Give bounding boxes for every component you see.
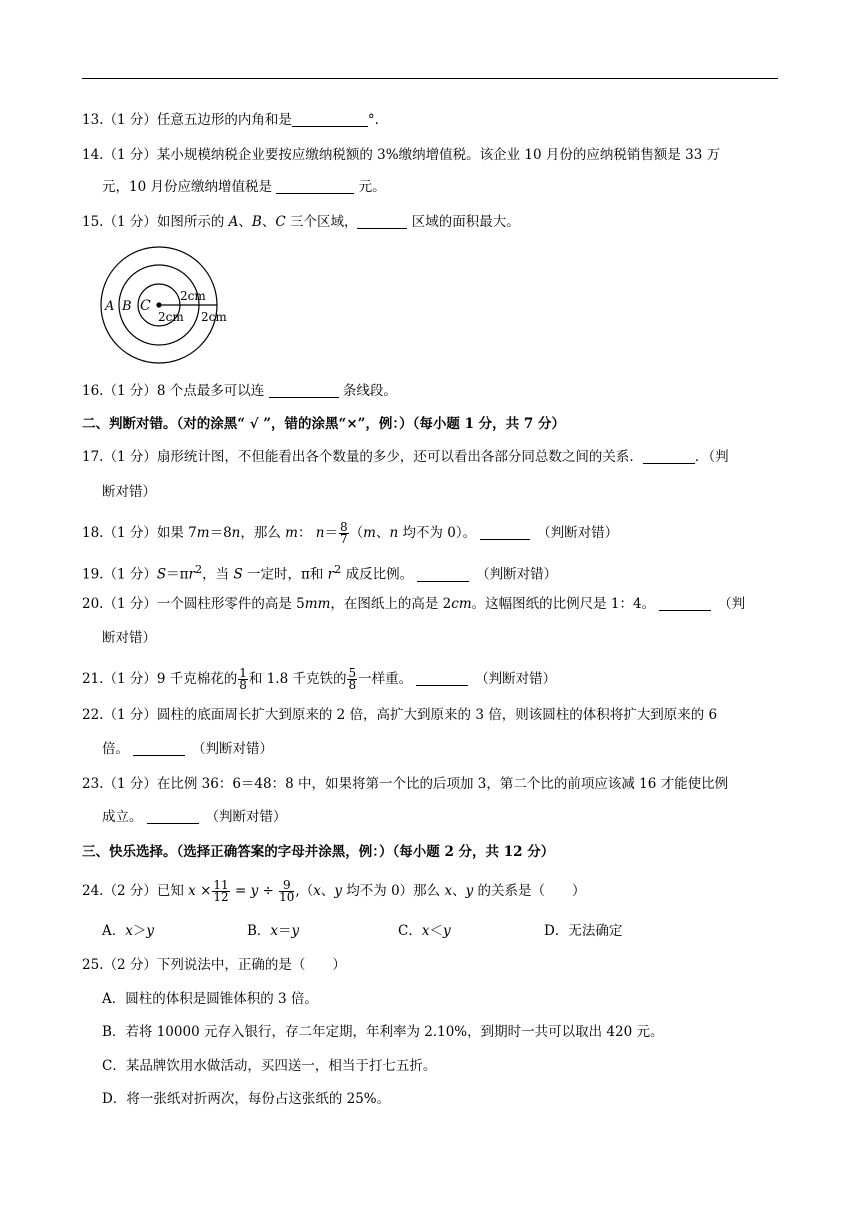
judge-note: 断对错）: [102, 630, 156, 646]
center-point: [156, 302, 161, 307]
question-14-cont: [102, 177, 386, 197]
times-sign: ×: [200, 883, 212, 899]
question-20-cont: [102, 628, 156, 648]
question-text: ，当: [202, 566, 230, 583]
var-y: y: [465, 883, 474, 899]
section-3-title: 三、快乐选择。（选择正确答案的字母并涂黑，例：）（每小题 2 分，共 12 分）: [82, 844, 555, 860]
separator: 、: [320, 883, 335, 899]
var-y: y: [334, 883, 342, 899]
question-number: 22.: [82, 707, 104, 723]
answer-blank[interactable]: [659, 596, 711, 611]
option-label: A．: [102, 923, 126, 939]
answer-blank[interactable]: [643, 449, 695, 464]
var-a: A: [228, 214, 239, 230]
option-label: D．: [544, 923, 569, 939]
question-text: 一个圆柱形零件的高是 5: [156, 596, 305, 612]
score: （2 分）: [103, 883, 157, 899]
question-19: [82, 560, 557, 585]
unit: 元。: [358, 179, 386, 195]
judge-note: （判断对错）: [482, 566, 558, 583]
var-y: y: [146, 923, 155, 939]
question-text: 在比例 36：6＝48：8 中，如果将第一个比的后项加 3，第二个比的前项应该减 16 才能使比例: [156, 776, 729, 792]
question-number: 14.: [82, 147, 104, 163]
question-text: 倍。: [102, 741, 129, 757]
answer-blank[interactable]: [276, 179, 354, 194]
score: （1 分）: [103, 707, 157, 723]
var-m: m: [285, 525, 298, 541]
question-number: 19.: [82, 566, 104, 583]
question-text: 和 1.8 千克铁的: [248, 671, 347, 687]
unit-mm: mm: [304, 596, 331, 612]
colon: ：: [297, 525, 312, 541]
answer-blank[interactable]: [147, 809, 199, 824]
denominator: 10: [279, 890, 295, 904]
question-text: 9 千克棉花的: [156, 671, 238, 687]
relation: ＜: [429, 923, 443, 939]
question-number: 21.: [82, 671, 104, 687]
question-text: 已知: [156, 883, 184, 899]
question-22-cont: [102, 739, 273, 759]
question-number: 20.: [82, 596, 104, 612]
unit: °.: [367, 112, 379, 128]
judge-note: （判断对错）: [543, 525, 619, 541]
option-c[interactable]: C．某品牌饮用水做活动，买四送一，相当于打七五折。: [102, 1058, 437, 1074]
var-r: r: [327, 566, 335, 583]
score: （1 分）: [103, 147, 157, 163]
label-c: C: [140, 298, 151, 314]
question-15: [82, 212, 520, 232]
exponent: 2: [334, 563, 342, 576]
question-number: 13.: [82, 112, 104, 128]
question-text: ，在图纸上的高是 2: [330, 596, 452, 612]
var-x: x: [188, 883, 196, 899]
option-text: 无法确定: [568, 923, 623, 939]
question-text: 的关系是（ ）: [477, 883, 586, 899]
answer-blank[interactable]: [357, 214, 407, 229]
relation: ＝: [278, 923, 292, 939]
question-text: 扇形统计图，不但能看出各个数量的多少，还可以看出各部分同总数之间的关系．: [156, 449, 643, 465]
question-23: [82, 774, 728, 794]
option-b[interactable]: B．若将 10000 元存入银行，存二年定期，年利率为 2.10%，到期时一共可以取出 420 元。: [102, 1024, 664, 1040]
denominator: 12: [213, 890, 229, 904]
numerator: 11: [213, 878, 229, 892]
question-23-cont: [102, 807, 287, 827]
denominator: 8: [239, 678, 247, 692]
question-22: [82, 705, 717, 725]
judge-note: 断对错）: [102, 484, 156, 500]
score: （1 分）: [103, 596, 157, 612]
score: （1 分）: [103, 214, 157, 230]
numerator: 1: [239, 666, 247, 680]
question-text: 元，10 月份应缴纳增值税是: [102, 179, 272, 195]
var-x: x: [421, 923, 430, 939]
relation: ＞: [132, 923, 147, 939]
numerator: 5: [348, 666, 357, 680]
denominator: 7: [339, 532, 348, 546]
option-c[interactable]: [398, 921, 451, 941]
option-label: B．: [247, 923, 271, 939]
fraction-8-7: [339, 522, 349, 545]
question-number: 15.: [82, 214, 104, 230]
answer-blank[interactable]: [133, 741, 185, 756]
question-text: 成立。: [102, 809, 143, 825]
option-label: C．: [398, 923, 422, 939]
separator: 、: [261, 214, 276, 230]
question-text: ＝8: [209, 525, 232, 541]
score: （2 分）: [103, 957, 157, 973]
var-m: m: [196, 525, 210, 541]
question-text: 圆柱的底面周长扩大到原来的 2 倍，高扩大到原来的 3 倍，则该圆柱的体积将扩大到原来的 6: [156, 707, 718, 723]
question-24: [82, 880, 586, 903]
question-text: 下列说法中，正确的是（ ）: [156, 957, 346, 973]
question-text: 任意五边形的内角和是: [156, 112, 292, 128]
fraction-9-10: [279, 880, 294, 903]
question-text: 均不为 0）那么: [346, 883, 441, 899]
question-17: [82, 447, 729, 467]
separator: 、: [375, 525, 390, 541]
score: （1 分）: [103, 383, 157, 399]
judge-note: ．（判: [694, 449, 729, 465]
equals: ＝: [324, 525, 338, 541]
header-rule: [82, 78, 778, 79]
question-number: 25.: [82, 957, 104, 973]
question-text: 如果 7: [156, 525, 197, 541]
option-b[interactable]: [247, 921, 299, 941]
fraction-11-12: [212, 880, 229, 903]
question-number: 17.: [82, 449, 104, 465]
radius-label-1: 2cm: [180, 289, 206, 303]
question-14: [82, 145, 720, 165]
var-m: m: [363, 525, 376, 541]
judge-note: （判断对错）: [198, 741, 274, 757]
question-17-cont: [102, 482, 156, 502]
question-text: ,（: [295, 883, 314, 899]
question-16: [82, 381, 397, 401]
equals: =: [234, 883, 247, 899]
option-d[interactable]: [544, 921, 622, 941]
question-text: ＝π: [166, 566, 189, 583]
score: （1 分）: [103, 449, 157, 465]
question-18: [82, 522, 618, 545]
fraction-1-8: [238, 668, 248, 691]
unit: 条线段。: [342, 383, 397, 399]
judge-note: （判: [724, 596, 746, 612]
question-text: 一定时，π和: [246, 566, 324, 583]
option-d[interactable]: D．将一张纸对折两次，每份占这张纸的 25%。: [102, 1091, 391, 1107]
answer-blank[interactable]: [416, 671, 468, 686]
question-text: 如图所示的: [156, 214, 225, 230]
label-a: A: [105, 299, 115, 314]
question-25: [82, 955, 346, 975]
option-a[interactable]: A．圆柱的体积是圆锥体积的 3 倍。: [102, 991, 318, 1007]
var-y: y: [291, 923, 300, 939]
var-x: x: [444, 883, 453, 899]
question-text: 一样重。: [358, 671, 413, 687]
var-n: n: [315, 525, 325, 541]
question-text: 区域的面积最大。: [411, 214, 520, 230]
question-13: [82, 110, 379, 130]
separator: 、: [452, 883, 466, 899]
question-20: [82, 594, 745, 614]
var-x: x: [313, 883, 321, 899]
question-text: 三个区域，: [289, 214, 358, 230]
question-text: 均不为 0）。: [402, 525, 477, 541]
var-y: y: [250, 883, 259, 899]
judge-note: （判断对错）: [481, 671, 557, 687]
question-number: 24.: [82, 883, 104, 899]
judge-note: （判断对错）: [212, 809, 287, 825]
question-text: 成反比例。: [345, 566, 414, 583]
var-y: y: [442, 923, 451, 939]
question-text: 8 个点最多可以连: [156, 383, 265, 399]
radius-label-2: 2cm: [158, 310, 184, 324]
denominator: 8: [348, 678, 357, 692]
option-a[interactable]: [102, 921, 154, 941]
score: （1 分）: [103, 671, 157, 687]
question-number: 23.: [82, 776, 104, 792]
radius-label-3: 2cm: [201, 310, 227, 324]
numerator: 8: [339, 520, 348, 534]
answer-blank[interactable]: [292, 112, 368, 127]
concentric-circles-figure: [100, 244, 240, 366]
unit-cm: cm: [451, 596, 472, 612]
answer-blank[interactable]: [417, 567, 469, 582]
var-s: S: [156, 566, 167, 583]
score: （1 分）: [103, 525, 157, 541]
answer-blank[interactable]: [269, 383, 339, 398]
answer-blank[interactable]: [480, 525, 530, 540]
label-b: B: [122, 299, 132, 314]
separator: 、: [238, 214, 252, 230]
question-21: [82, 668, 556, 691]
exponent: 2: [194, 563, 203, 576]
divide-sign: ÷: [262, 883, 274, 899]
question-text: （: [349, 525, 364, 541]
question-number: 16.: [82, 383, 104, 399]
numerator: 9: [279, 880, 294, 892]
var-x: x: [125, 923, 133, 939]
score: （1 分）: [103, 776, 157, 792]
fraction-5-8: [347, 668, 357, 691]
var-n: n: [231, 525, 241, 541]
question-text: 。这幅图纸的比例尺是 1：4。: [471, 596, 656, 612]
var-b: B: [251, 214, 262, 230]
section-2-title: 二、判断对错。（对的涂黑“ √ ”，错的涂黑“×”，例：）（每小题 1 分，共 7 分）: [82, 416, 565, 432]
score: （1 分）: [103, 566, 157, 583]
var-c: C: [275, 214, 286, 230]
var-s: S: [233, 566, 243, 583]
var-x: x: [270, 923, 279, 939]
question-text: ，那么: [240, 525, 281, 541]
question-number: 18.: [82, 525, 104, 541]
var-r: r: [188, 566, 195, 583]
question-text: 某小规模纳税企业要按应缴纳税额的 3%缴纳增值税。该企业 10 月份的应纳税销售额是 33 万: [156, 147, 721, 163]
score: （1 分）: [103, 112, 157, 128]
var-n: n: [389, 525, 399, 541]
